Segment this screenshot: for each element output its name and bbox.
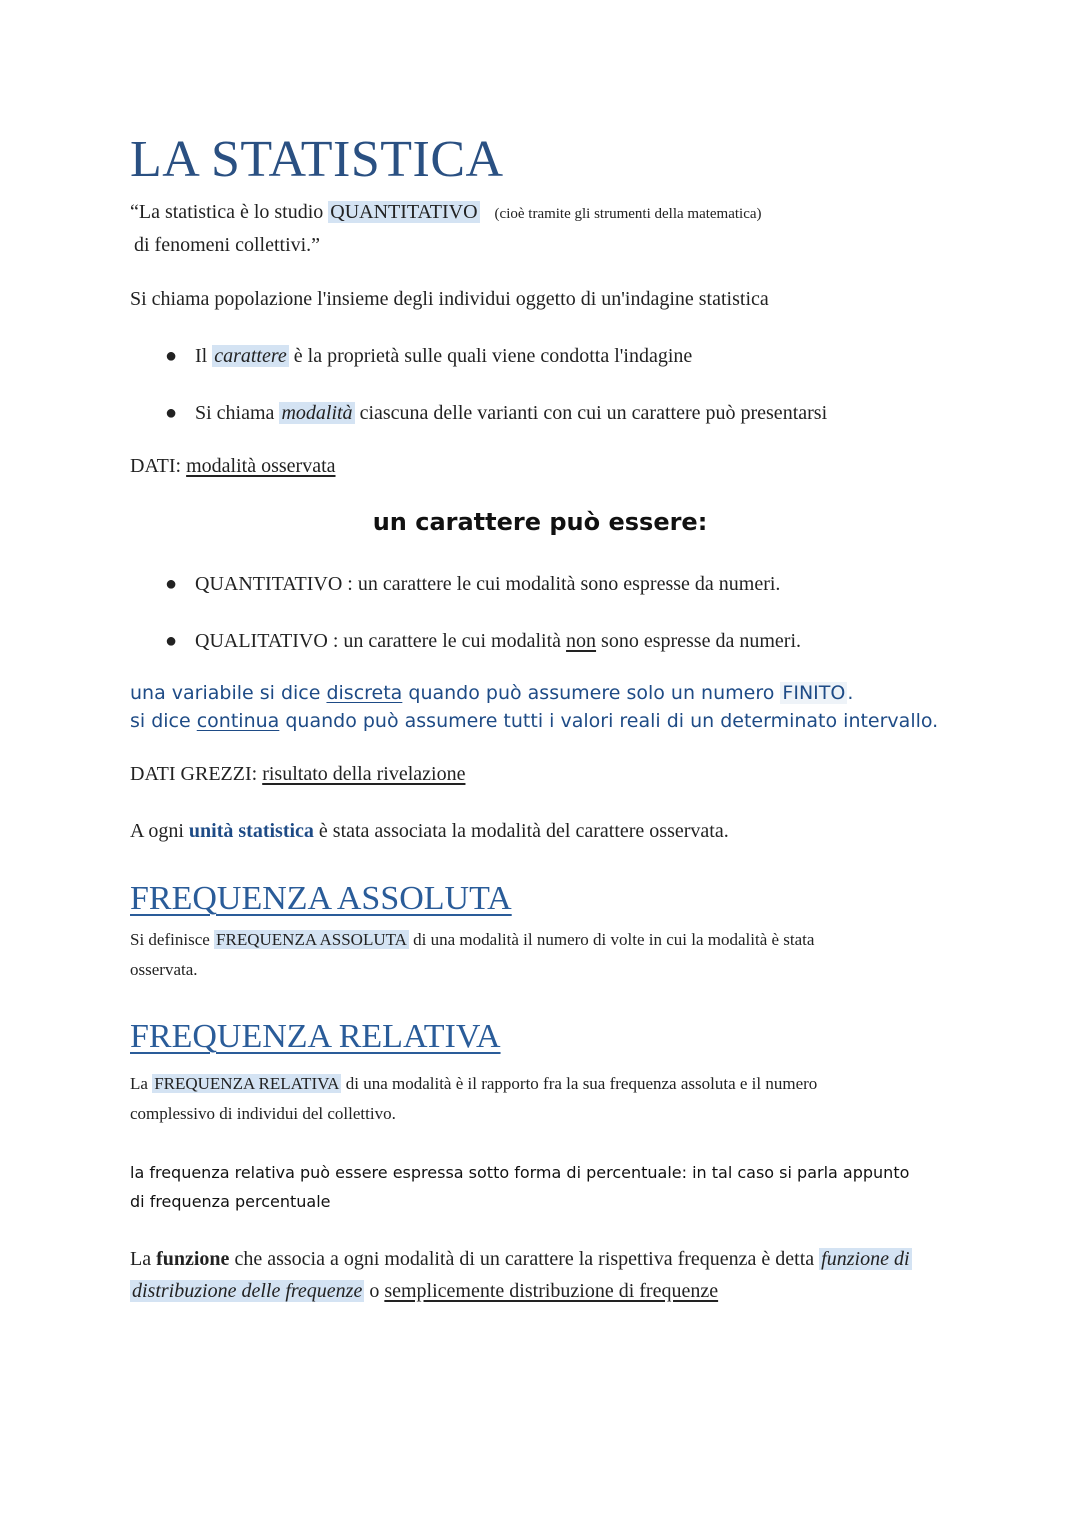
intro-quote-line2: di fenomeni collettivi.” xyxy=(134,234,321,256)
continua-underline: continua xyxy=(196,710,280,732)
intro-quote-start: “La statistica è lo studio xyxy=(130,201,329,223)
bullet-text: sono espresse da numeri. xyxy=(596,630,801,652)
variabile-text: quando può assumere tutti i valori reali di un determinato intervallo. xyxy=(279,710,939,732)
freq-text: La xyxy=(130,1074,153,1093)
dati-grezzi-value: risultato della rivelazione xyxy=(262,763,466,785)
freq-relativa-line1 xyxy=(130,1074,817,1094)
modalita-highlight: modalità xyxy=(281,402,353,424)
bullet-carattere xyxy=(165,345,693,368)
funzione-line1 xyxy=(130,1248,912,1271)
variabile-line1 xyxy=(130,682,853,704)
percentuale-line2: di frequenza percentuale xyxy=(130,1192,331,1211)
bullet-modalita xyxy=(165,402,828,425)
discreta-underline: discreta xyxy=(326,682,403,704)
intro-note: (cioè tramite gli strumenti della matematica) xyxy=(494,206,762,222)
freq-assoluta-highlight: FREQUENZA ASSOLUTA xyxy=(216,930,407,949)
funzione-highlight: funzione di xyxy=(821,1248,910,1270)
percentuale-line1: la frequenza relativa può essere espressa sotto forma di percentuale: in tal caso si parla appunto xyxy=(130,1163,910,1182)
bullet-text: Il xyxy=(195,345,213,367)
freq-assoluta-line2: osservata. xyxy=(130,960,198,979)
bullet-text: Si chiama xyxy=(195,402,280,424)
freq-text: di una modalità il numero di volte in cui la modalità è stata xyxy=(408,930,815,949)
variabile-text: . xyxy=(847,682,854,704)
dati-line xyxy=(130,455,336,478)
distribuzione-highlight: distribuzione delle frequenze xyxy=(132,1280,363,1302)
funzione-text: La xyxy=(130,1248,157,1270)
variabile-text: si dice xyxy=(130,710,197,732)
freq-text: Si definisce xyxy=(130,930,215,949)
popolazione-text: Si chiama popolazione l'insieme degli individui oggetto di un'indagine statistica xyxy=(130,288,769,310)
variabile-text: una variabile si dice xyxy=(130,682,327,704)
bullet-text: QUANTITATIVO : un carattere le cui modalità sono espresse da numeri. xyxy=(195,573,781,595)
bullet-dot: ● xyxy=(165,630,178,652)
unita-text: è stata associata la modalità del carattere osservata. xyxy=(313,820,729,842)
dati-grezzi-line xyxy=(130,763,465,786)
dati-value: modalità osservata xyxy=(186,455,336,477)
freq-relativa-highlight: FREQUENZA RELATIVA xyxy=(154,1074,340,1093)
distribuzione-underline: semplicemente distribuzione di frequenze xyxy=(384,1280,719,1302)
intro-quote-line1 xyxy=(130,201,762,224)
freq-text: di una modalità è il rapporto fra la sua frequenza assoluta e il numero xyxy=(341,1074,818,1093)
freq-relativa-line2: complessivo di individui del collettivo. xyxy=(130,1104,396,1123)
bullet-quantitativo xyxy=(165,573,781,596)
bullet-text: QUALITATIVO : un carattere le cui modalità xyxy=(195,630,567,652)
bullet-text: è la proprietà sulle quali viene condotta l'indagine xyxy=(288,345,693,367)
unita-bold: unità statistica xyxy=(188,820,314,842)
non-underline: non xyxy=(566,630,597,652)
unita-line xyxy=(130,820,729,843)
variabile-text: quando può assumere solo un numero xyxy=(402,682,781,704)
funzione-bold: funzione xyxy=(156,1248,230,1270)
dati-grezzi-label: DATI GREZZI: xyxy=(130,763,263,785)
bullet-dot: ● xyxy=(165,573,178,595)
bullet-text: ciascuna delle varianti con cui un carattere può presentarsi xyxy=(354,402,828,424)
funzione-text: o xyxy=(364,1280,385,1302)
bullet-dot: ● xyxy=(165,345,178,367)
freq-assoluta-line1 xyxy=(130,930,814,950)
intro-highlight: QUANTITATIVO xyxy=(330,201,478,223)
funzione-line2 xyxy=(130,1280,718,1303)
carattere-heading: un carattere può essere: xyxy=(372,508,708,536)
carattere-highlight: carattere xyxy=(214,345,287,367)
variabile-line2 xyxy=(130,710,938,732)
section-heading-freq-assoluta: FREQUENZA ASSOLUTA xyxy=(130,880,512,917)
unita-text: A ogni xyxy=(130,820,189,842)
finito-highlight: FINITO xyxy=(782,682,846,704)
bullet-dot: ● xyxy=(165,402,178,424)
page-title: LA STATISTICA xyxy=(130,131,504,188)
dati-label: DATI: xyxy=(130,455,187,477)
funzione-text: che associa a ogni modalità di un carattere la rispettiva frequenza è detta xyxy=(229,1248,820,1270)
bullet-qualitativo xyxy=(165,630,801,653)
section-heading-freq-relativa: FREQUENZA RELATIVA xyxy=(130,1018,501,1055)
